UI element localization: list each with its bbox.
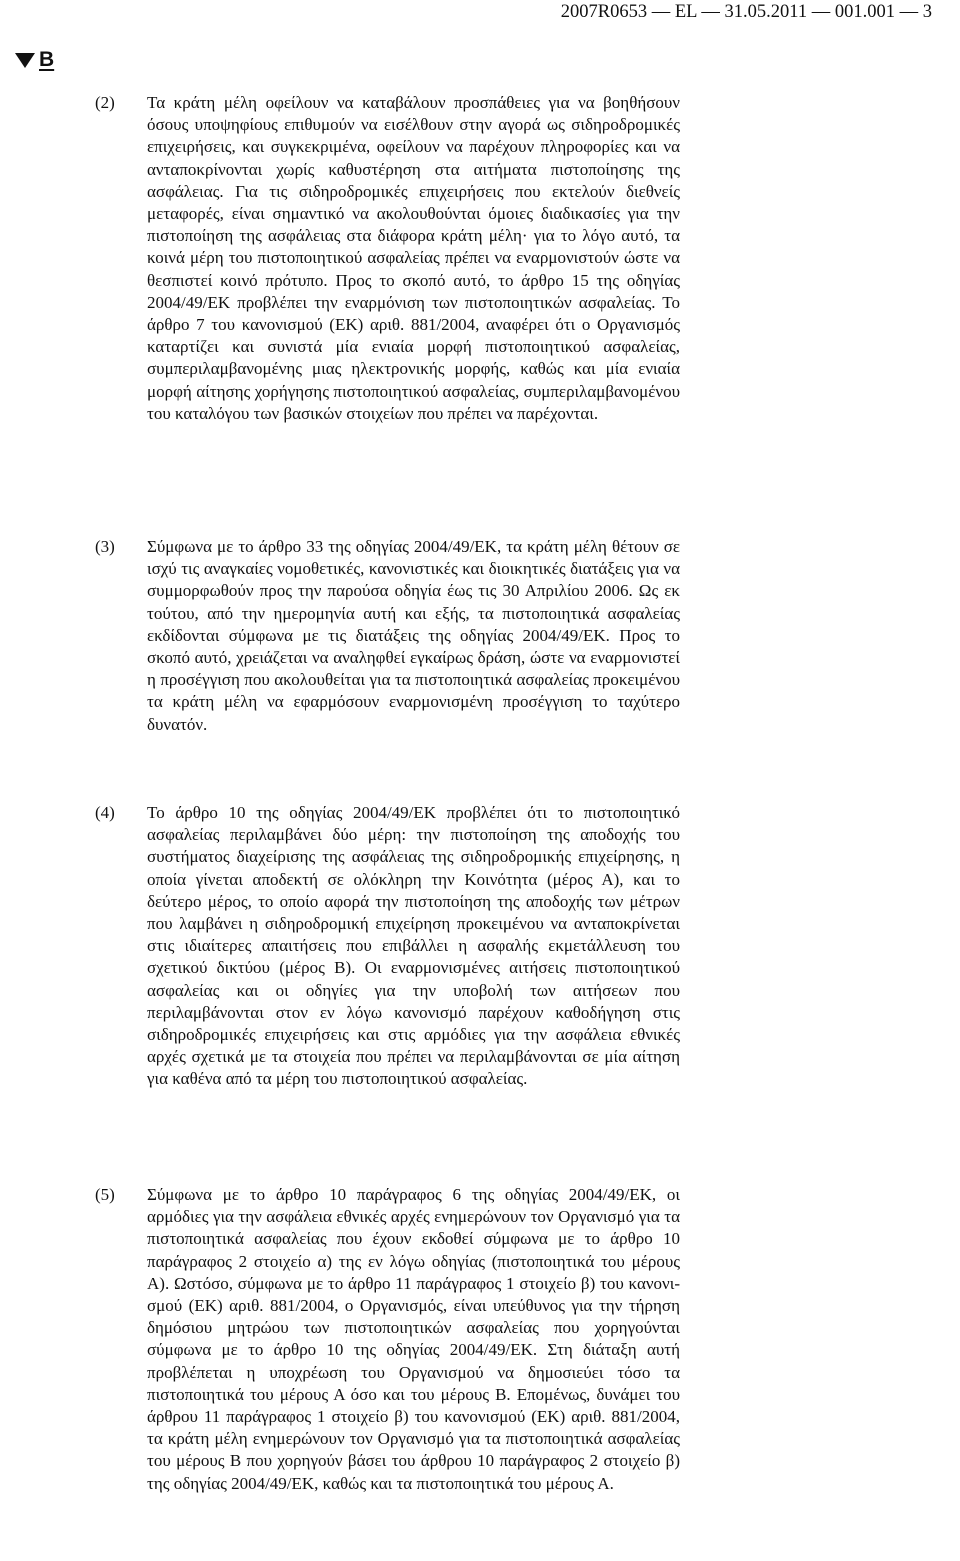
triangle-down-icon (15, 53, 35, 68)
recital-text: Σύμφωνα με το άρθρο 10 παράγραφος 6 της οδηγίας 2004/49/ΕΚ, οι αρμόδιες για την ασφάλεια εθνικές αρχές ενημερώνουν τον Οργανισμό για τα πιστοποιητικά ασφαλείας που έχουν εκδοθεί σύμφωνα με το άρθρο 10 παράγραφος 2 στοιχείο α) της εν λόγω οδηγίας (πιστοποιητικά του μέρους Α). Ωστόσο, σύμφωνα με το άρθρο 11 παράγραφος 1 στοιχείο β) του κανονισμού (ΕΚ) αριθ. 881/2004, ο Οργανισμός, είναι υπεύθυνος για την τήρηση δημόσιου μητρώου των πιστοποιητικών ασφαλείας που χορηγούνται σύμφωνα με το άρθρο 10 της οδηγίας 2004/49/ΕΚ. Στη διάταξη αυτή προβλέπεται η υποχρέωση του Οργανισμού να δημοσιεύει τόσο τα πιστοποιητικά του μέρους Α όσο και του μέρους Β. Επομένως, δυνάμει του άρθρου 11 παράγραφος 1 στοιχείο β) του κανονισμού (ΕΚ) αριθ. 881/2004, τα κράτη μέλη ενημερώνουν τον Οργανισμό για τα πιστοποιητικά ασφαλείας του μέρους Β που χορηγούν βάσει του άρθρου 10 παράγραφος 2 στοιχείο β) της οδηγίας 2004/49/ΕΚ, καθώς και τα πιστοποιητικά του μέρους Α. (147, 1185, 680, 1493)
amendment-marker-label: B (39, 48, 55, 71)
recital-number: (5) (95, 1185, 115, 1204)
recital-number: (2) (95, 93, 115, 112)
recital-number: (3) (95, 537, 115, 556)
recital-text: Το άρθρο 10 της οδηγίας 2004/49/ΕΚ προβλέπει ότι το πιστοποιητικό ασφαλείας περιλαμβάνει δύο μέρη: την πιστοποίηση της αποδοχής του συστήματος διαχείρισης της ασφάλειας της σιδηροδρομικής επιχείρησης, η οποία γίνεται αποδεκτή σε ολόκληρη την Κοινότητα (μέρος Α), και το δεύτερο μέρος, το οποίο αφορά την πιστοποίηση της αποδοχής των μέτρων που λαμβάνει η σιδηροδρομική επιχείρηση προκειμένου να ανταποκρίνεται στις ιδιαίτερες απαιτήσεις που επιβάλλει η ασφαλής εκμετάλλευση του σχετικού δικτύου (μέρος Β). Οι εναρμονισμένες αιτήσεις πιστοποιητικού ασφαλείας και οι οδηγίες για την υποβολή των αιτήσεων που περιλαμβάνονται στον εν λόγω κανονισμό παρέχουν καθοδήγηση στις σιδηροδρομικές επιχειρήσεις και στις αρμόδιες για την ασφάλεια εθνικές αρχές σχετικά με τα στοιχεία που πρέπει να περιλαμβάνονται σε μία αίτηση για καθένα από τα μέρη του πιστοποιητικού ασφαλείας. (147, 803, 680, 1089)
recital-text: Τα κράτη μέλη οφείλουν να καταβάλουν προσπάθειες για να βοηθήσουν όσους υποψηφίους επιθυμούν να εισέλθουν στην αγορά ως σιδηροδρομικές επιχειρήσεις, και συγκεκριμένα, οφείλουν να παρέχουν πληροφορίες και να ανταποκρίνονται χωρίς καθυστέρηση στα αιτήματα πιστοποίησης της ασφάλειας. Για τις σιδηροδρομικές επιχειρήσεις που εκτελούν διεθνείς μεταφορές, είναι σημαντικό να ακολουθούνται όμοιες διαδικασίες για την πιστοποίηση της ασφάλειας στα διάφορα κράτη μέλη· για το λόγο αυτό, τα κοινά μέρη του πιστοποιητικού ασφαλείας πρέπει να εναρμονιστούν ώστε να θεσπιστεί κοινό πρότυπο. Προς το σκοπό αυτό, το άρθρο 15 της οδηγίας 2004/49/ΕΚ προβλέπει την εναρμόνιση των πιστοποιητικών ασφαλείας. Το άρθρο 7 του κανονισμού (ΕΚ) αριθ. 881/2004, αναφέρει ότι ο Οργανισμός καταρτίζει και συνιστά μία ενιαία μορφή πιστοποιητικού ασφαλείας, συμπεριλαμβανομένης μιας ηλεκτρονικής μορφής, καθώς και μία ενιαία μορφή αίτησης χορήγησης πιστοποιητικού ασφαλείας, συμπεριλαμβανομένου του καταλόγου των βασικών στοιχείων που πρέπει να παρέχονται. (147, 93, 680, 423)
recital-text: Σύμφωνα με το άρθρο 33 της οδηγίας 2004/49/ΕΚ, τα κράτη μέλη θέτουν σε ισχύ τις αναγκαίες νομοθετικές, κανονιστικές και διοικητικές διατάξεις για να συμμορφωθούν προς την παρούσα οδηγία έως τις 30 Απριλίου 2006. Ως εκ τούτου, από την ημερομηνία αυτή και εξής, τα πιστοποιητικά ασφαλείας εκδίδονται σύμφωνα με τις διατάξεις της οδηγίας 2004/49/ΕΚ. Προς το σκοπό αυτό, χρειάζεται να αναληφθεί εγκαίρως δράση, ώστε να εναρμονιστεί η προσέγγιση που ακολουθείται για τα πιστοποιητικά ασφαλείας προκειμένου τα κράτη μέλη να εφαρμόσουν εναρμονισμένη προσέγγιση το ταχύτερο δυνατόν. (147, 537, 680, 734)
recital-number: (4) (95, 803, 115, 822)
page-header: 2007R0653 — EL — 31.05.2011 — 001.001 — 3 (560, 2, 932, 22)
amendment-marker (15, 48, 54, 72)
